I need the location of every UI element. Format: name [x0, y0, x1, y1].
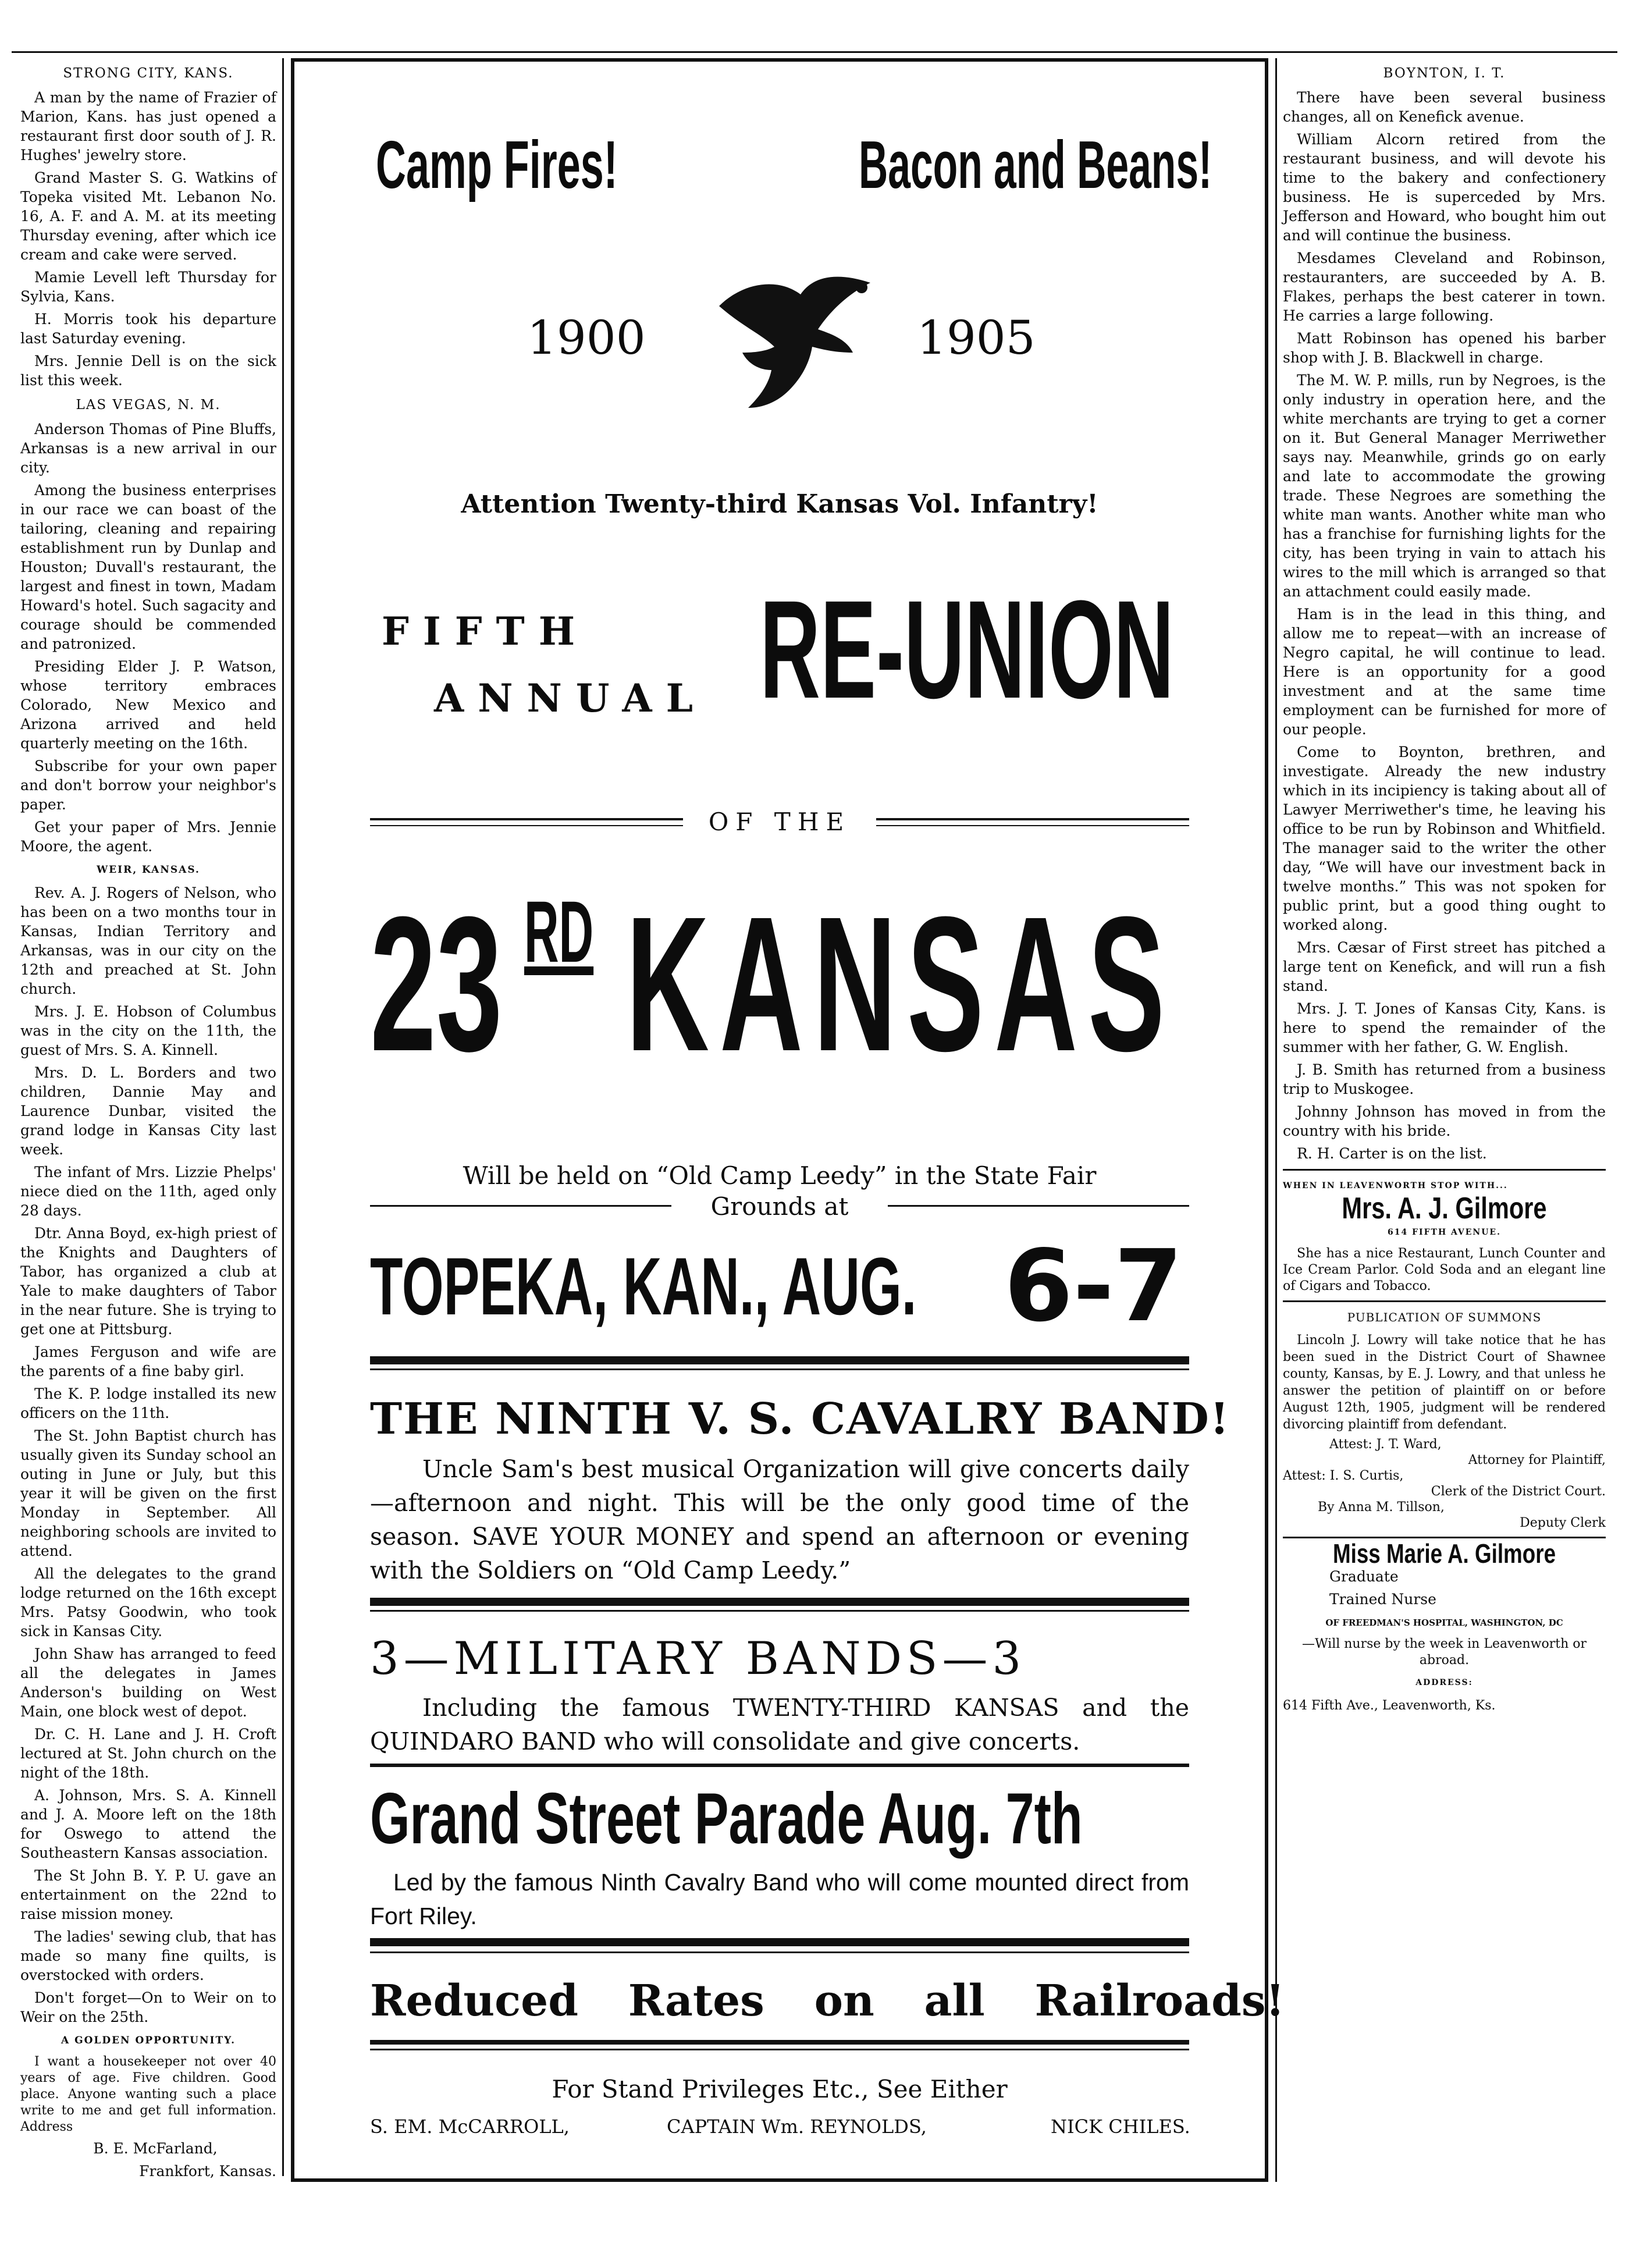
summons-text: Lincoln J. Lowry will take notice that he has been sued in the District Court of Shawnee county, Kansas, by E. J. Lowry, and that unless he answer the petition of plaintiff on or before August 12th, 1905, judgment will be rendered divorcing plaintiff from defendant. [1283, 1333, 1606, 1432]
news-item: The St. John Baptist church has usually given its Sunday school an outing in June or July, but this year it will be given on the first Monday in September. All neighboring schools are invited to attend. [20, 1427, 276, 1559]
news-item: Rev. A. J. Rogers of Nelson, who has been on a two months tour in Kansas, Indian Territory and Arkansas, was in our city on the 12th and preached at St. John church. [20, 884, 276, 997]
news-item: Mrs. J. T. Jones of Kansas City, Kans. is here to spend the remainder of the summer with her father, G. W. English. [1283, 1000, 1606, 1055]
nurse-line: Graduate [1329, 1568, 1399, 1585]
news-item: James Ferguson and wife are the parents of a fine baby girl. [20, 1343, 276, 1380]
cavalry-heading: THE NINTH V. S. CAVALRY BAND! [370, 1394, 1230, 1444]
reunion-dates: 6-7 [1004, 1229, 1183, 1344]
news-item: Mrs. D. L. Borders and two children, Dannie May and Laurence Dunbar, visited the grand lodge in Kansas City last week. [20, 1064, 276, 1158]
gilmore-ad-name: Mrs. A. J. Gilmore [1342, 1192, 1547, 1225]
summons-attest: Attorney for Plaintiff, [1468, 1453, 1606, 1467]
bacon-beans-heading: Bacon and Beans! [859, 127, 1212, 202]
news-item: Matt Robinson has opened his barber shop with J. B. Blackwell in charge. [1283, 330, 1606, 366]
nurse-address-label: ADDRESS: [1415, 1678, 1473, 1687]
column-rule-right [1275, 58, 1277, 2182]
reunion-advertisement [291, 58, 1285, 2182]
stand-privileges: For Stand Privileges Etc., See Either [552, 2075, 1008, 2103]
news-item: Anderson Thomas of Pine Bluffs, Arkansas is a new arrival in our city. [20, 421, 276, 476]
gilmore-ad-address: 614 FIFTH AVENUE. [1388, 1228, 1501, 1237]
news-item: The St John B. Y. P. U. gave an entertainment on the 22nd to raise mission money. [20, 1867, 276, 1922]
summons-attest: Attest: I. S. Curtis, [1283, 1469, 1404, 1483]
column-rule-left [282, 58, 284, 2176]
reunion-heading: RE-UNION [760, 571, 1174, 727]
fifth-label: FIFTH [382, 609, 589, 654]
news-item: The ladies' sewing club, that has made so many fine quilts, is overstocked with orders. [20, 1928, 276, 1983]
divider-rule [370, 1356, 1189, 1364]
section-rule [1283, 1169, 1606, 1171]
news-item: The infant of Mrs. Lizzie Phelps' niece died on the 11th, aged only 28 days. [20, 1164, 276, 1219]
summons-heading: PUBLICATION OF SUMMONS [1347, 1310, 1542, 1324]
held-line-1: Will be held on “Old Camp Leedy” in the State Fair [463, 1161, 1097, 1190]
military-text: Including the famous TWENTY-THIRD KANSAS and the QUINDARO BAND who will consolidate and give concerts. [370, 1694, 1189, 1755]
news-item: Come to Boynton, brethren, and investigate. Already the new industry which in its incipiency is taking about all of Lawyer Merriwether's time, he leaving his office to be run by Robinson and Whitfield. The manager said to the writer the other day, “We will have our investment back in twelve months.” This was not spoken for public print, but a good thing ought to worked along. [1283, 744, 1606, 933]
las-vegas-heading: LAS VEGAS, N. M. [76, 397, 221, 413]
gilmore-ad-intro: WHEN IN LEAVENWORTH STOP WITH... [1283, 1181, 1508, 1190]
summons-attest: Deputy Clerk [1520, 1516, 1606, 1530]
camp-fires-heading: Camp Fires! [376, 127, 618, 202]
held-line-2: Grounds at [710, 1192, 849, 1221]
news-item: Johnny Johnson has moved in from the country with his bride. [1283, 1103, 1606, 1139]
news-item: A. Johnson, Mrs. S. A. Kinnell and J. A. Moore left on the 18th for Oswego to attend the Southeastern Kansas association. [20, 1787, 276, 1861]
nurse-line: Trained Nurse [1329, 1591, 1436, 1608]
news-item: Don't forget—On to Weir on to Weir on the 25th. [20, 1989, 276, 2025]
kansas-heading: KANSAS [626, 876, 1176, 1091]
news-item: Mrs. Cæsar of First street has pitched a large tent on Kenefick, and will run a fish stand. [1283, 939, 1606, 994]
divider-rule-thin [370, 1610, 1189, 1612]
of-the-label: OF THE [708, 808, 851, 836]
news-item: H. Morris took his departure last Saturday evening. [20, 311, 276, 347]
news-item: Presiding Elder J. P. Watson, whose territory embraces Colorado, New Mexico and Arizona arrived and held quarterly meeting on the 16th. [20, 658, 276, 752]
news-item: All the delegates to the grand lodge returned on the 16th except Mrs. Patsy Goodwin, who took sick in Kansas City. [20, 1565, 276, 1640]
right-news-column [1283, 58, 1606, 1719]
weir-heading: WEIR, KANSAS. [97, 864, 200, 876]
divider-rule-thin [370, 1368, 1189, 1370]
summons-attest: Attest: J. T. Ward, [1329, 1437, 1442, 1452]
news-item: Subscribe for your own paper and don't borrow your neighbor's paper. [20, 758, 276, 813]
divider-rule [370, 1598, 1189, 1606]
eagle-icon [707, 271, 882, 411]
parade-text: Led by the famous Ninth Cavalry Band who will come mounted direct from Fort Riley. [370, 1869, 1189, 1929]
news-item: Dtr. Anna Boyd, ex-high priest of the Knights and Daughters of Tabor, has organized a club at Yale to make daughters of Tabor in the near future. She is trying to get one at Pittsburg. [20, 1225, 276, 1338]
news-item: Among the business enterprises in our race we can boast of the tailoring, cleaning and repairing establishment run by Dunlap and Houston; Duvall's restaurant, the largest and finest in town, Madam Howard's hotel. Such sagacity and courage should be commended and patronized. [20, 482, 276, 652]
topeka-heading: TOPEKA, KAN., AUG. [370, 1240, 917, 1332]
news-item: There have been several business changes, all on Kenefick avenue. [1283, 89, 1606, 125]
year-end: 1905 [917, 311, 1036, 365]
section-rule [1283, 1300, 1606, 1302]
news-item: The M. W. P. mills, run by Negroes, is the only industry in operation here, and the white merchants are trying to get a corner on it. But General Manager Merriwether says nay. Meanwhile, grinds go on early and late to accommodate the growing trade. These Negroes are something the white man wants. Another white man who has a franchise for furnishing lights for the city, has been trying in vain to attach his wires to the mill which is arranged so that an attachment could easily made. [1283, 372, 1606, 600]
cavalry-text: Uncle Sam's best musical Organization will give concerts daily—afternoon and night. This will be the only good time of the season. SAVE YOUR MONEY and spend an afternoon or evening with the Soldiers on “Old Camp Leedy.” [370, 1455, 1189, 1584]
military-heading: 3—MILITARY BANDS—3 [370, 1633, 1026, 1685]
contact-name-1: S. EM. McCARROLL, [370, 2116, 570, 2138]
news-item: A man by the name of Frazier of Marion, Kans. has just opened a restaurant first door south of J. R. Hughes' jewelry store. [20, 89, 276, 163]
summons-attest: Clerk of the District Court. [1431, 1484, 1606, 1499]
twenty-third-suffix: RD [524, 883, 594, 980]
of-the-rule-right [876, 818, 1189, 820]
news-item: Grand Master S. G. Watkins of Topeka visited Mt. Lebanon No. 16, A. F. and A. M. at its meeting Thursday evening, after which ice cream and cake were served. [20, 169, 276, 263]
opportunity-text: I want a housekeeper not over 40 years of age. Five children. Good place. Anyone wanting such a place write to me and get full information. Address [20, 2054, 276, 2134]
nurse-address: 614 Fifth Ave., Leavenworth, Ks. [1283, 1698, 1496, 1713]
opportunity-heading: A GOLDEN OPPORTUNITY. [61, 2035, 236, 2046]
news-item: William Alcorn retired from the restaurant business, and will devote his time to the bakery and confectionery business. He is superceded by Mrs. Jefferson and Howard, who bought him out and will continue the business. [1283, 131, 1606, 244]
attention-line: Attention Twenty-third Kansas Vol. Infantry! [461, 489, 1098, 519]
opportunity-place: Frankfort, Kansas. [139, 2163, 276, 2180]
parade-rule [370, 1764, 1189, 1767]
boynton-heading: BOYNTON, I. T. [1383, 66, 1506, 81]
news-item: Mesdames Cleveland and Robinson, restauranters, are succeeded by A. B. Flakes, perhaps the best caterer in town. He carries a large following. [1283, 250, 1606, 324]
contact-name-2: CAPTAIN Wm. REYNOLDS, [667, 2116, 927, 2138]
news-item: J. B. Smith has returned from a business trip to Muskogee. [1283, 1061, 1606, 1097]
annual-label: ANNUAL [434, 676, 707, 721]
rates-heading: Reduced Rates on all Railroads! [370, 1976, 1285, 2026]
news-item: The K. P. lodge installed its new officers on the 11th. [20, 1385, 276, 1421]
nurse-line: —Will nurse by the week in Leavenworth or abroad. [1301, 1637, 1587, 1668]
contact-name-3: NICK CHILES. [1051, 2116, 1190, 2138]
news-item: John Shaw has arranged to feed all the delegates in James Anderson's building on West Main, one block west of depot. [20, 1645, 276, 1720]
left-news-column [20, 58, 276, 2184]
grounds-rule-right [888, 1205, 1189, 1207]
year-start: 1900 [527, 311, 646, 365]
divider-rule [370, 2040, 1189, 2045]
news-item: Mrs. J. E. Hobson of Columbus was in the city on the 11th, the guest of Mrs. S. A. Kinnell. [20, 1003, 276, 1058]
page-top-rule [12, 51, 1617, 53]
strong-city-heading: STRONG CITY, KANS. [63, 66, 234, 81]
parade-heading: Grand Street Parade Aug. 7th [370, 1779, 1083, 1859]
news-item: Mamie Levell left Thursday for Sylvia, Kans. [20, 269, 276, 305]
of-the-rule-right-2 [876, 825, 1189, 826]
divider-rule [370, 1938, 1189, 1946]
summons-attest: By Anna M. Tillson, [1318, 1500, 1445, 1515]
nurse-line: OF FREEDMAN'S HOSPITAL, WASHINGTON, DC [1325, 1618, 1563, 1628]
news-item: Dr. C. H. Lane and J. H. Croft lectured at St. John church on the night of the 18th. [20, 1726, 276, 1781]
opportunity-signature: B. E. McFarland, [93, 2140, 218, 2157]
news-item: Get your paper of Mrs. Jennie Moore, the agent. [20, 819, 276, 855]
divider-rule-thin [370, 2049, 1189, 2050]
news-item: R. H. Carter is on the list. [1297, 1145, 1487, 1162]
gilmore-ad-text: She has a nice Restaurant, Lunch Counter and Ice Cream Parlor. Cold Soda and an elegant line of Cigars and Tobacco. [1283, 1246, 1606, 1293]
news-item: Ham is in the lead in this thing, and allow me to repeat—with an increase of Negro capital, he will continue to lead. Here is an opportunity for a good investment and at the same time employment can be furnished for more of our people. [1283, 606, 1606, 738]
divider-rule-thin [370, 1951, 1189, 1953]
news-item: Mrs. Jennie Dell is on the sick list this week. [20, 353, 276, 389]
nurse-name: Miss Marie A. Gilmore [1332, 1538, 1556, 1569]
twenty-third-number: 23 [370, 876, 503, 1091]
